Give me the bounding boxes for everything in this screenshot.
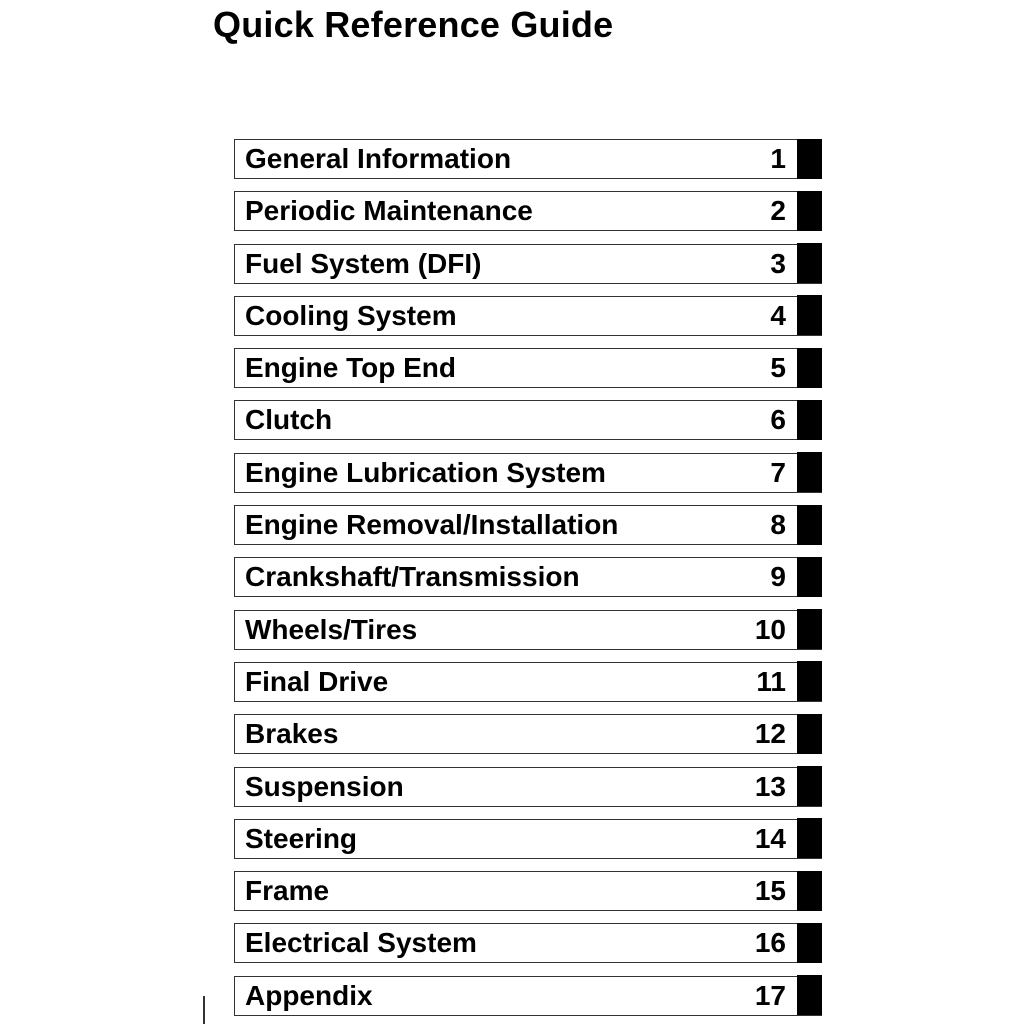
section-row-periodic-maintenance[interactable] [234, 191, 822, 231]
section-number: 15 [754, 875, 786, 907]
section-label: Final Drive [245, 665, 389, 697]
section-row-wheels-tires[interactable] [234, 610, 822, 650]
thumb-tab-marker [797, 452, 822, 492]
section-number: 16 [754, 927, 786, 959]
section-number: 4 [770, 299, 786, 331]
thumb-tab-marker [797, 295, 822, 335]
section-index [234, 139, 822, 1028]
section-row-fuel-system[interactable] [234, 244, 822, 284]
section-row-electrical-system[interactable] [234, 923, 822, 963]
section-number: 1 [770, 143, 786, 174]
section-label: Suspension [245, 770, 404, 802]
section-row-engine-lubrication[interactable] [234, 453, 822, 493]
thumb-tab-marker [797, 871, 822, 911]
section-label: Frame [245, 875, 330, 907]
section-row-clutch[interactable] [234, 400, 822, 440]
section-label: Fuel System (DFI) [245, 247, 482, 279]
thumb-tab-marker [797, 975, 822, 1015]
thumb-tab-marker [797, 400, 822, 440]
section-label: Engine Removal/Installation [245, 509, 619, 541]
page-title: Quick Reference Guide [213, 4, 614, 45]
thumb-tab-marker [797, 139, 822, 179]
section-number: 7 [770, 456, 786, 488]
thumb-tab-marker [797, 557, 822, 597]
section-row-steering[interactable] [234, 819, 822, 859]
thumb-tab-marker [797, 505, 822, 545]
section-label: Periodic Maintenance [245, 195, 533, 227]
section-row-cooling-system[interactable] [234, 296, 822, 336]
thumb-tab-marker [797, 609, 822, 649]
section-row-crankshaft-transmission[interactable] [234, 557, 822, 597]
section-row-appendix[interactable] [234, 976, 822, 1016]
thumb-tab-marker [797, 243, 822, 283]
section-row-general-information[interactable] [234, 139, 822, 179]
section-number: 11 [756, 665, 786, 697]
section-label: Engine Lubrication System [245, 456, 606, 488]
thumb-tab-marker [797, 191, 822, 231]
section-number: 5 [770, 352, 786, 384]
section-number: 12 [754, 718, 786, 750]
thumb-tab-marker [797, 661, 822, 701]
thumb-tab-marker [797, 714, 822, 754]
section-label: Brakes [245, 718, 339, 750]
thumb-tab-marker [797, 348, 822, 388]
thumb-tab-marker [797, 818, 822, 858]
section-number: 10 [754, 613, 786, 645]
section-label: Steering [245, 822, 358, 854]
section-label: General Information [245, 143, 512, 174]
section-label: Cooling System [245, 299, 457, 331]
section-number: 2 [770, 195, 786, 227]
section-row-frame[interactable] [234, 871, 822, 911]
section-label: Engine Top End [245, 352, 457, 384]
section-label: Wheels/Tires [245, 613, 418, 645]
section-row-final-drive[interactable] [234, 662, 822, 702]
section-label: Electrical System [245, 927, 477, 959]
section-row-brakes[interactable] [234, 714, 822, 754]
section-number: 17 [754, 979, 786, 1011]
section-row-engine-removal[interactable] [234, 505, 822, 545]
section-label: Clutch [245, 404, 333, 436]
section-label: Crankshaft/Transmission [245, 561, 580, 593]
section-number: 6 [770, 404, 786, 436]
section-row-engine-top-end[interactable] [234, 348, 822, 388]
thumb-tab-marker [797, 766, 822, 806]
section-number: 14 [754, 822, 786, 854]
section-row-suspension[interactable] [234, 767, 822, 807]
section-label: Appendix [245, 979, 373, 1011]
section-number: 8 [770, 509, 786, 541]
section-number: 3 [770, 247, 786, 279]
thumb-tab-marker [797, 923, 822, 963]
page-margin-line [203, 996, 205, 1024]
section-number: 13 [754, 770, 786, 802]
section-number: 9 [770, 561, 786, 593]
